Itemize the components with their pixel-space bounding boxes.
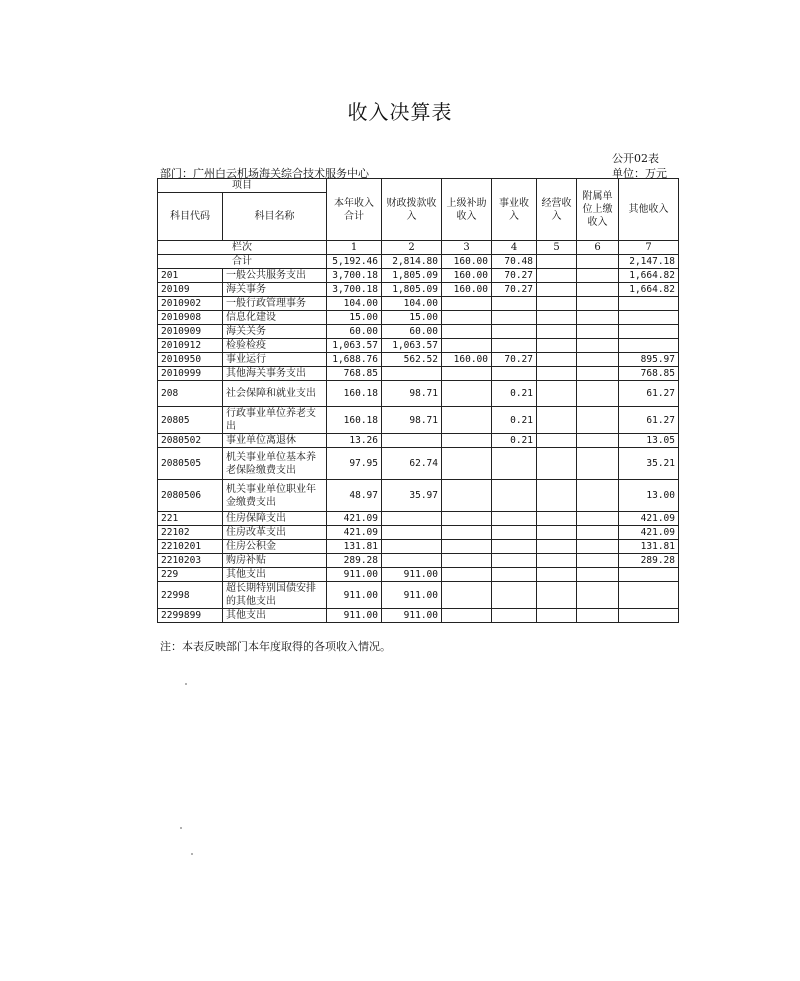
amount-cell: [537, 540, 577, 554]
amount-cell: 15.00: [382, 311, 442, 325]
amount-cell: [537, 480, 577, 512]
amount-cell: [577, 297, 619, 311]
header-project: 项目: [158, 179, 327, 193]
header-affiliated: 附属单位上缴收入: [577, 179, 619, 241]
amount-cell: [577, 407, 619, 434]
table-row: [158, 325, 679, 339]
amount-cell: 62.74: [382, 448, 442, 480]
table-row: [158, 480, 679, 512]
amount-cell: [537, 269, 577, 283]
subject-code: 22102: [158, 526, 223, 540]
amount-cell: [577, 609, 619, 623]
col-number: 1: [327, 241, 382, 255]
amount-cell: [442, 381, 492, 407]
amount-cell: [492, 526, 537, 540]
amount-cell: 911.00: [327, 582, 382, 609]
amount-cell: [619, 568, 679, 582]
department-label: 部门：广州白云机场海关综合技术服务中心: [160, 167, 369, 180]
amount-cell: 1,063.57: [382, 339, 442, 353]
amount-cell: 0.21: [492, 381, 537, 407]
amount-cell: [382, 367, 442, 381]
amount-cell: 60.00: [382, 325, 442, 339]
subject-name: 信息化建设: [223, 311, 327, 325]
column-number-row: [158, 241, 679, 255]
table-row: [158, 512, 679, 526]
subject-name: 住房公积金: [223, 540, 327, 554]
amount-cell: [492, 582, 537, 609]
amount-cell: 131.81: [619, 540, 679, 554]
amount-cell: 60.00: [327, 325, 382, 339]
col-number: 2: [382, 241, 442, 255]
amount-cell: [492, 339, 537, 353]
table-body: [158, 241, 679, 623]
amount-cell: [577, 540, 619, 554]
amount-cell: [577, 283, 619, 297]
header-operating: 经营收入: [537, 179, 577, 241]
table-row: [158, 568, 679, 582]
table-row: [158, 353, 679, 367]
amount-cell: [537, 297, 577, 311]
amount-cell: [492, 297, 537, 311]
subject-code: 2010902: [158, 297, 223, 311]
table-row: [158, 297, 679, 311]
subject-name: 海关事务: [223, 283, 327, 297]
amount-cell: 0.21: [492, 434, 537, 448]
col-number: 4: [492, 241, 537, 255]
amount-cell: [537, 526, 577, 540]
amount-cell: [577, 568, 619, 582]
table-row: [158, 339, 679, 353]
amount-cell: [442, 582, 492, 609]
header-name: 科目名称: [223, 193, 327, 241]
table-row: [158, 311, 679, 325]
amount-cell: 911.00: [327, 609, 382, 623]
amount-cell: 48.97: [327, 480, 382, 512]
amount-cell: 1,688.76: [327, 353, 382, 367]
subject-name: 机关事业单位基本养老保险缴费支出: [223, 448, 327, 480]
amount-cell: 61.27: [619, 407, 679, 434]
amount-cell: [537, 609, 577, 623]
amount-cell: 768.85: [327, 367, 382, 381]
subject-code: 2080505: [158, 448, 223, 480]
amount-cell: [442, 568, 492, 582]
amount-cell: [492, 448, 537, 480]
col-number: 3: [442, 241, 492, 255]
amount-cell: [442, 339, 492, 353]
amount-cell: [442, 554, 492, 568]
table-note: 注：本表反映部门本年度取得的各项收入情况。: [160, 640, 391, 653]
header-total: 本年收入合计: [327, 179, 382, 241]
amount-cell: 160.18: [327, 407, 382, 434]
table-row: [158, 540, 679, 554]
subject-name: 购房补贴: [223, 554, 327, 568]
amount-cell: [382, 434, 442, 448]
amount-cell: 289.28: [619, 554, 679, 568]
subject-code: 2210201: [158, 540, 223, 554]
header-superior: 上级补助收入: [442, 179, 492, 241]
income-table: [157, 178, 679, 623]
amount-cell: [577, 526, 619, 540]
amount-cell: 1,805.09: [382, 283, 442, 297]
amount-cell: 70.27: [492, 283, 537, 297]
subject-name: 社会保障和就业支出: [223, 381, 327, 407]
scan-speck: [191, 853, 193, 855]
subject-name: 行政事业单位养老支出: [223, 407, 327, 434]
amount-cell: 61.27: [619, 381, 679, 407]
amount-cell: 98.71: [382, 407, 442, 434]
amount-cell: [442, 407, 492, 434]
amount-cell: [577, 554, 619, 568]
amount-cell: [492, 311, 537, 325]
amount-cell: [577, 582, 619, 609]
amount-cell: 70.27: [492, 269, 537, 283]
amount-cell: [577, 480, 619, 512]
subject-code: 2010912: [158, 339, 223, 353]
subject-code: 20805: [158, 407, 223, 434]
amount-cell: [577, 381, 619, 407]
amount-cell: [537, 512, 577, 526]
table-row: [158, 609, 679, 623]
amount-cell: 3,700.18: [327, 269, 382, 283]
total-cell: 5,192.46: [327, 255, 382, 269]
subject-code: 2010909: [158, 325, 223, 339]
subject-name: 住房保障支出: [223, 512, 327, 526]
amount-cell: 35.97: [382, 480, 442, 512]
amount-cell: [577, 512, 619, 526]
amount-cell: [619, 609, 679, 623]
subject-name: 检验检疫: [223, 339, 327, 353]
total-row: [158, 255, 679, 269]
subject-name: 海关关务: [223, 325, 327, 339]
amount-cell: 1,805.09: [382, 269, 442, 283]
table-row: [158, 381, 679, 407]
amount-cell: 562.52: [382, 353, 442, 367]
amount-cell: [442, 512, 492, 526]
amount-cell: 160.00: [442, 353, 492, 367]
subject-code: 221: [158, 512, 223, 526]
col-number: 7: [619, 241, 679, 255]
subject-code: 2010950: [158, 353, 223, 367]
amount-cell: [492, 512, 537, 526]
subject-name: 住房改革支出: [223, 526, 327, 540]
subject-code: 2210203: [158, 554, 223, 568]
amount-cell: 1,664.82: [619, 269, 679, 283]
amount-cell: [442, 526, 492, 540]
amount-cell: 421.09: [619, 512, 679, 526]
unit-label: 单位：万元: [612, 167, 667, 180]
subject-name: 其他海关事务支出: [223, 367, 327, 381]
amount-cell: [577, 269, 619, 283]
amount-cell: 1,664.82: [619, 283, 679, 297]
table-row: [158, 367, 679, 381]
col-label: 栏次: [158, 241, 327, 255]
table-row: [158, 526, 679, 540]
amount-cell: 289.28: [327, 554, 382, 568]
amount-cell: [619, 297, 679, 311]
subject-code: 208: [158, 381, 223, 407]
subject-code: 2010908: [158, 311, 223, 325]
amount-cell: 104.00: [327, 297, 382, 311]
scan-speck: [185, 683, 187, 685]
amount-cell: [382, 554, 442, 568]
amount-cell: 0.21: [492, 407, 537, 434]
total-cell: [537, 255, 577, 269]
table-row: [158, 448, 679, 480]
subject-name: 其他支出: [223, 568, 327, 582]
amount-cell: 911.00: [382, 582, 442, 609]
amount-cell: [442, 434, 492, 448]
amount-cell: [577, 434, 619, 448]
amount-cell: 421.09: [327, 526, 382, 540]
amount-cell: [577, 325, 619, 339]
amount-cell: [442, 609, 492, 623]
subject-name: 超长期特别国债安排的其他支出: [223, 582, 327, 609]
amount-cell: [492, 325, 537, 339]
table-row: [158, 269, 679, 283]
subject-code: 22998: [158, 582, 223, 609]
amount-cell: [442, 367, 492, 381]
amount-cell: [442, 297, 492, 311]
amount-cell: [577, 367, 619, 381]
amount-cell: [537, 582, 577, 609]
amount-cell: [537, 407, 577, 434]
amount-cell: [537, 367, 577, 381]
subject-name: 一般行政管理事务: [223, 297, 327, 311]
total-label: 合计: [158, 255, 327, 269]
amount-cell: 98.71: [382, 381, 442, 407]
amount-cell: [442, 448, 492, 480]
subject-code: 229: [158, 568, 223, 582]
table-row: [158, 407, 679, 434]
amount-cell: [537, 339, 577, 353]
subject-name: 机关事业单位职业年金缴费支出: [223, 480, 327, 512]
amount-cell: [577, 339, 619, 353]
total-cell: [577, 255, 619, 269]
amount-cell: [619, 325, 679, 339]
header-fiscal: 财政拨款收入: [382, 179, 442, 241]
amount-cell: 160.00: [442, 269, 492, 283]
subject-name: 一般公共服务支出: [223, 269, 327, 283]
subject-name: 事业单位离退休: [223, 434, 327, 448]
amount-cell: [382, 540, 442, 554]
table-row: [158, 554, 679, 568]
amount-cell: [577, 311, 619, 325]
amount-cell: [619, 339, 679, 353]
amount-cell: 104.00: [382, 297, 442, 311]
total-cell: 160.00: [442, 255, 492, 269]
subject-code: 2080502: [158, 434, 223, 448]
amount-cell: [537, 448, 577, 480]
amount-cell: 421.09: [619, 526, 679, 540]
subject-name: 事业运行: [223, 353, 327, 367]
amount-cell: [492, 540, 537, 554]
amount-cell: 895.97: [619, 353, 679, 367]
amount-cell: [537, 568, 577, 582]
amount-cell: [492, 554, 537, 568]
amount-cell: [537, 311, 577, 325]
amount-cell: 13.00: [619, 480, 679, 512]
scan-speck: [180, 827, 182, 829]
amount-cell: [577, 448, 619, 480]
header-business: 事业收入: [492, 179, 537, 241]
amount-cell: [442, 480, 492, 512]
amount-cell: 160.00: [442, 283, 492, 297]
header-other: 其他收入: [619, 179, 679, 241]
col-number: 5: [537, 241, 577, 255]
amount-cell: [492, 568, 537, 582]
amount-cell: 768.85: [619, 367, 679, 381]
amount-cell: [537, 325, 577, 339]
amount-cell: 911.00: [382, 568, 442, 582]
header-code: 科目代码: [158, 193, 223, 241]
subject-name: 其他支出: [223, 609, 327, 623]
subject-code: 2080506: [158, 480, 223, 512]
amount-cell: 13.05: [619, 434, 679, 448]
col-number: 6: [577, 241, 619, 255]
table-row: [158, 582, 679, 609]
amount-cell: [577, 353, 619, 367]
amount-cell: [382, 512, 442, 526]
amount-cell: 160.18: [327, 381, 382, 407]
amount-cell: 911.00: [382, 609, 442, 623]
amount-cell: [537, 434, 577, 448]
amount-cell: [492, 367, 537, 381]
amount-cell: [619, 582, 679, 609]
amount-cell: [442, 311, 492, 325]
subject-code: 201: [158, 269, 223, 283]
total-cell: 70.48: [492, 255, 537, 269]
table-row: [158, 434, 679, 448]
amount-cell: [537, 353, 577, 367]
total-cell: 2,147.18: [619, 255, 679, 269]
amount-cell: 35.21: [619, 448, 679, 480]
total-cell: 2,814.80: [382, 255, 442, 269]
amount-cell: [492, 609, 537, 623]
subject-code: 2299899: [158, 609, 223, 623]
amount-cell: [442, 325, 492, 339]
subject-code: 20109: [158, 283, 223, 297]
amount-cell: 1,063.57: [327, 339, 382, 353]
amount-cell: 421.09: [327, 512, 382, 526]
table-row: [158, 283, 679, 297]
amount-cell: [537, 554, 577, 568]
amount-cell: [537, 381, 577, 407]
amount-cell: [619, 311, 679, 325]
document-title: 收入决算表: [347, 100, 453, 124]
subject-code: 2010999: [158, 367, 223, 381]
amount-cell: [537, 283, 577, 297]
form-number: 公开02表: [612, 152, 659, 165]
amount-cell: 3,700.18: [327, 283, 382, 297]
amount-cell: 13.26: [327, 434, 382, 448]
amount-cell: [442, 540, 492, 554]
amount-cell: 97.95: [327, 448, 382, 480]
amount-cell: [382, 526, 442, 540]
amount-cell: [492, 480, 537, 512]
amount-cell: 15.00: [327, 311, 382, 325]
amount-cell: 70.27: [492, 353, 537, 367]
amount-cell: 911.00: [327, 568, 382, 582]
amount-cell: 131.81: [327, 540, 382, 554]
